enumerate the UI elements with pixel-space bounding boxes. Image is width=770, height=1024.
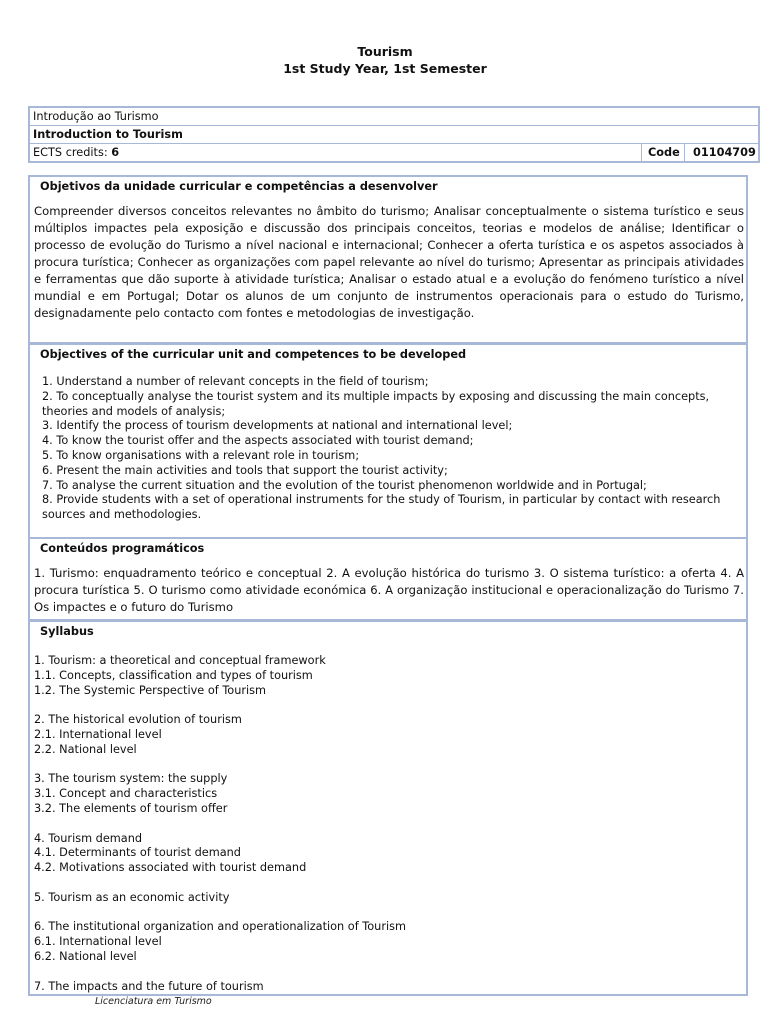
list-item: 3. Identify the process of tourism developments at national and international level; [42,419,513,433]
course-name-en: Introduction to Tourism [33,128,183,141]
page-title: Tourism [357,44,413,59]
syllabus-line: 4. Tourism demand [34,831,143,845]
objectives-pt-text: Compreender diversos conceitos relevantes no âmbito do turismo; Analisar conceptualmente o sistema turístico e seus múltiplos impactes pela exposição e discussão dos principais conceitos, teorias e modelos de análise; Identificar o processo de evolução do Turismo a nível nacional e internacional; Conhecer a oferta turística e os aspetos associados à procura turística; Conhecer as organizações com papel relevante ao nível do turismo; Apresentar as principais atividades e ferramentas que dão suporte à atividade turística; Analisar o estado atual e a evolução do fenómeno turístico a nível mundial e em Portugal; Dotar os alunos de um conjunto de instrumentos operacionais para o estudo do Turismo, designadamente pelo contacto com fontes e metodologias de investigação. [34,204,744,320]
list-item: 1. Understand a number of relevant concepts in the field of tourism; [42,375,429,388]
syllabus-line: 2. The historical evolution of tourism [34,713,242,727]
contents-pt-text: 1. Turismo: enquadramento teórico e conceptual 2. A evolução histórica do turismo 3. O sistema turístico: a oferta 4. A procura turística 5. O turismo como atividade económica 6. A organização institucional e operacionalização do Turismo 7. Os impactes e o futuro do Turismo [34,566,744,614]
code-label: Code [641,144,684,161]
objectives-en-list [30,375,746,523]
syllabus-line [34,698,746,713]
syllabus-line [34,965,746,980]
syllabus-list [30,654,746,994]
ects-label: ECTS credits: [33,146,112,159]
syllabus-line [34,817,746,832]
syllabus-line: 2.2. National level [34,742,137,756]
syllabus-line: 3.1. Concept and characteristics [34,787,218,801]
objectives-en-section [28,343,748,539]
syllabus-line: 3. The tourism system: the supply [34,772,228,786]
objectives-pt-section [28,175,748,344]
syllabus-section [28,620,748,996]
page-subtitle: 1st Study Year, 1st Semester [283,61,487,76]
objectives-en-title: Objectives of the curricular unit and competences to be developed [40,348,467,361]
list-item: 2. To conceptually analyse the tourist system and its multiple impacts by exposing and discussing the main concepts, theories and models of analysis; [42,389,713,418]
syllabus-line: 1.1. Concepts, classification and types of tourism [34,668,313,682]
syllabus-line: 7. The impacts and the future of tourism [34,979,264,993]
syllabus-line: 6.2. National level [34,949,137,963]
course-name-en-row [30,126,758,144]
syllabus-line: 2.1. International level [34,727,162,741]
syllabus-line: 3.2. The elements of tourism offer [34,801,228,815]
code-value: 01104709 [684,144,758,161]
list-item: 8. Provide students with a set of operational instruments for the study of Tourism, in particular by contact with research sources and methodologies. [42,493,724,522]
list-item: 5. To know organisations with a relevant role in tourism; [42,448,360,462]
syllabus-line [34,906,746,921]
ects-value: 6 [111,146,120,159]
ects-row [30,144,758,161]
contents-pt-section [28,537,748,621]
syllabus-title: Syllabus [40,625,94,638]
contents-pt-title: Conteúdos programáticos [40,542,205,555]
course-name-pt-row [30,108,758,126]
list-item: 4. To know the tourist offer and the aspects associated with tourist demand; [42,434,474,448]
course-info-table [28,106,760,163]
syllabus-line: 4.1. Determinants of tourist demand [34,846,241,860]
syllabus-line [34,876,746,891]
syllabus-line: 4.2. Motivations associated with tourist demand [34,861,307,875]
list-item: 7. To analyse the current situation and the evolution of the tourist phenomenon worldwide and in Portugal; [42,478,647,492]
syllabus-line: 6. The institutional organization and operationalization of Tourism [34,920,407,934]
syllabus-line: 1. Tourism: a theoretical and conceptual framework [34,654,326,667]
syllabus-line: 6.1. International level [34,935,162,949]
course-name-pt: Introdução ao Turismo [33,110,159,123]
syllabus-line: 1.2. The Systemic Perspective of Tourism [34,683,267,697]
list-item: 6. Present the main activities and tools that support the tourist activity; [42,463,448,477]
syllabus-line: 5. Tourism as an economic activity [34,890,230,904]
syllabus-line [34,758,746,773]
page-footer: Licenciatura em Turismo [95,996,212,1007]
objectives-pt-title: Objetivos da unidade curricular e competências a desenvolver [40,180,438,193]
